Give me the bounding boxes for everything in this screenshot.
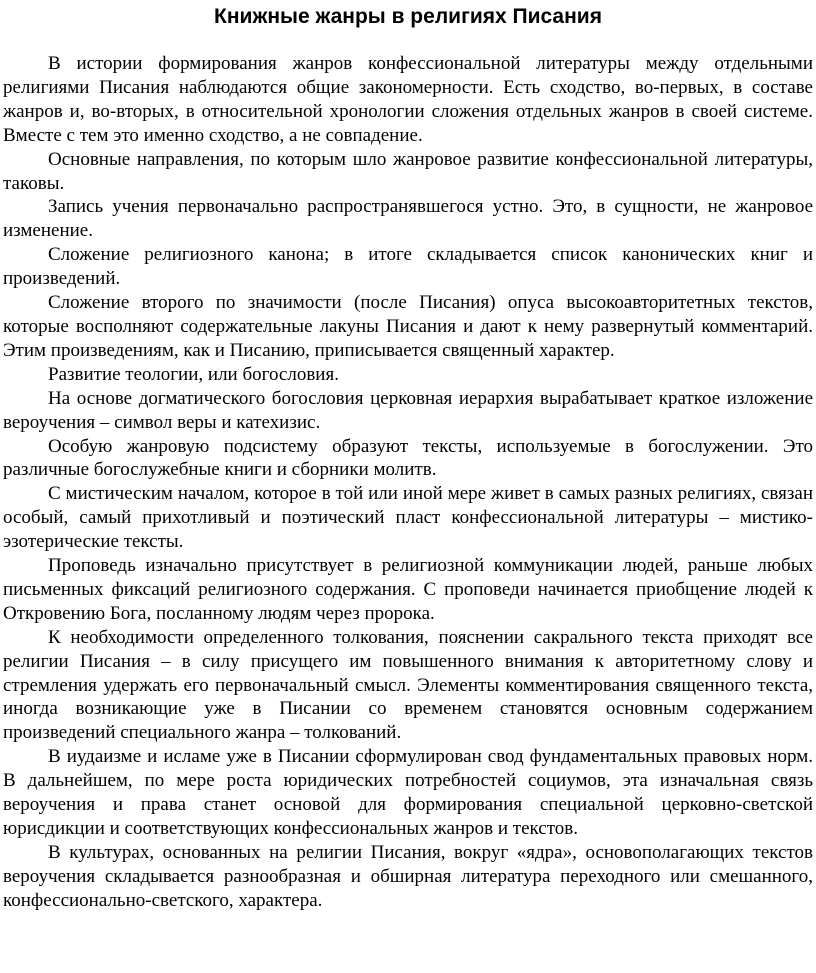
paragraph: В иудаизме и исламе уже в Писании сформулирован свод фундаментальных правовых норм. В дальнейшем, по мере роста юридических потребностей социумов, эта изначальная связь вероучения и права станет основой для формирования специальной церковно-светской юрисдикции и соответствующих конфессиональных жанров и текстов. <box>3 746 813 839</box>
document-title: Книжные жанры в религиях Писания <box>214 5 602 28</box>
paragraph: Сложение религиозного канона; в итоге складывается список канонических книг и произведений. <box>3 244 813 290</box>
paragraph: Сложение второго по значимости (после Писания) опуса высокоавторитетных текстов, которые восполняют содержательные лакуны Писания и дают к нему развернутый комментарий. Этим произведениям, как и Писанию, приписывается священный характер. <box>3 292 813 361</box>
paragraph: В культурах, основанных на религии Писания, вокруг «ядра», основополагающих текстов вероучения складывается разнообразная и обширная литература переходного или смешанного, конфессионально-светского, характера. <box>3 841 813 911</box>
document-body <box>3 52 813 913</box>
paragraph: К необходимости определенного толкования, пояснении сакрального текста приходят все религии Писания – в силу присущего им повышенного внимания к авторитетному слову и стремления удержать его первоначальный смысл. Элементы комментирования священного текста, иногда возникающие уже в Писании со временем становятся основным содержанием произведений специального жанра – толкований. <box>3 626 813 744</box>
paragraph: Основные направления, по которым шло жанровое развитие конфессиональной литературы, таковы. <box>3 148 813 194</box>
paragraph: В истории формирования жанров конфессиональной литературы между отдельными религиями Писания наблюдаются общие закономерности. Есть сходство, во-первых, в составе жанров и, во-вторых, в относительной хронологии сложения отдельных жанров в своей системе. Вместе с тем это именно сходство, а не совпадение. <box>3 53 813 146</box>
paragraph: Запись учения первоначально распространявшегося устно. Это, в сущности, не жанровое изменение. <box>3 196 813 242</box>
paragraph: С мистическим началом, которое в той или иной мере живет в самых разных религиях, связан особый, самый прихотливый и поэтический пласт конфессиональной литературы – мистико-эзотерические тексты. <box>3 483 813 553</box>
paragraph: Проповедь изначально присутствует в религиозной коммуникации людей, раньше любых письменных фиксаций религиозного содержания. С проповеди начинается приобщение людей к Откровению Бога, посланному людям через пророка. <box>3 555 813 624</box>
paragraph: На основе догматического богословия церковная иерархия вырабатывает краткое изложение вероучения – символ веры и катехизис. <box>3 387 813 433</box>
paragraph: Развитие теологии, или богословия. <box>48 363 339 385</box>
paragraph: Особую жанровую подсистему образуют тексты, используемые в богослужении. Это различные богослужебные книги и сборники молитв. <box>3 435 813 481</box>
